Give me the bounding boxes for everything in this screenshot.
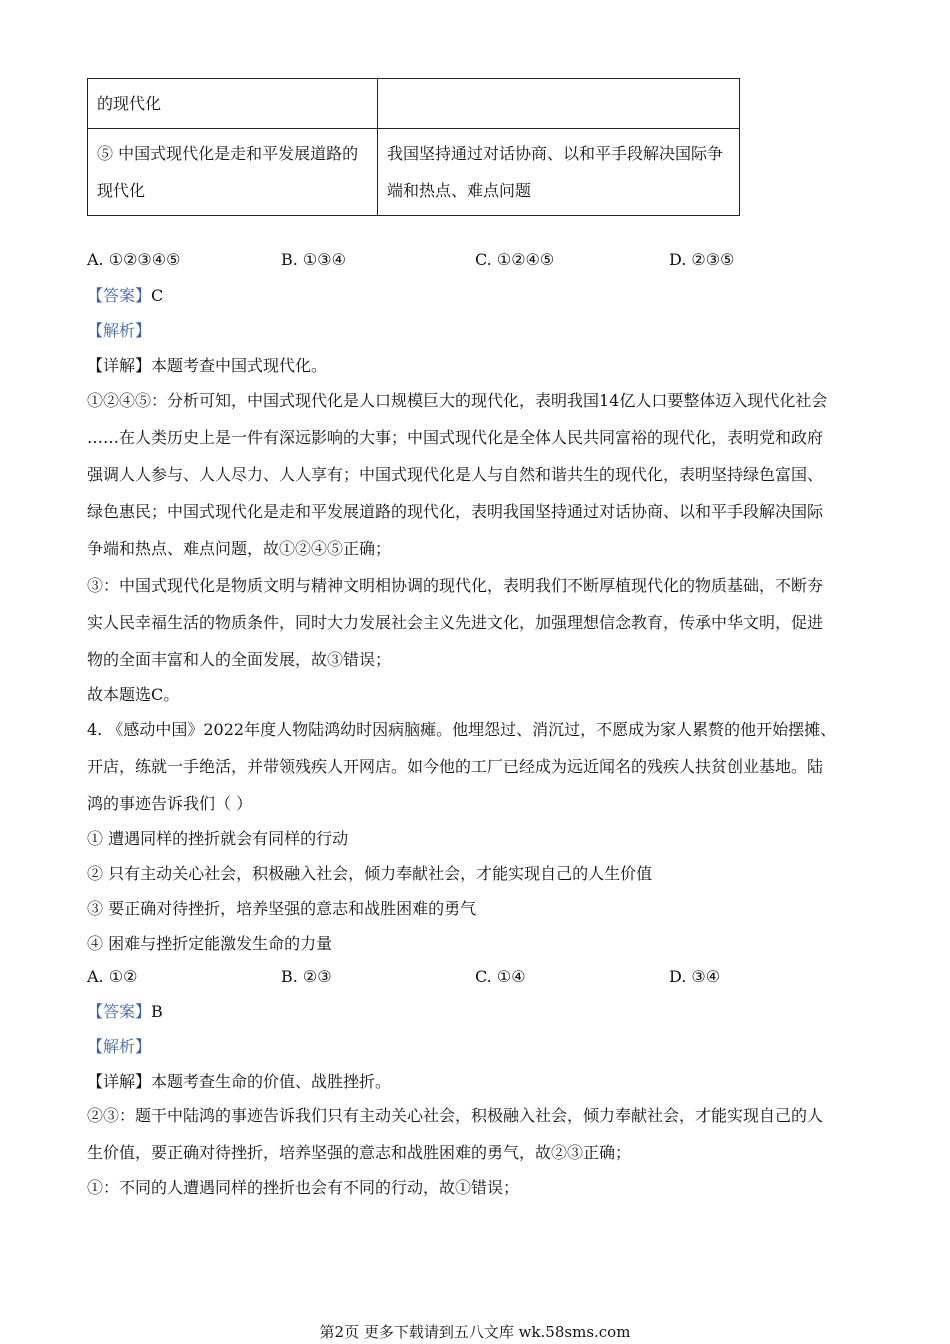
comparison-table: [87, 78, 740, 216]
q4-stem-line: 开店，练就一手绝活，并带领残疾人开网店。如今他的工厂已经成为远近闻名的残疾人扶贫创业基地。陆: [87, 757, 824, 776]
q3-explanation-line: 强调人人参与、人人尽力、人人享有；中国式现代化是人与自然和谐共生的现代化，表明坚持绿色富国、: [87, 465, 824, 484]
q4-item: ④ 困难与挫折定能激发生命的力量: [87, 934, 333, 953]
detail-tag: 【详解】: [87, 356, 152, 375]
q4-stem-line: 4. 《感动中国》2022年度人物陆鸿幼时因病脑瘫。他埋怨过、消沉过，不愿成为家人累赘的他开始摆摊、: [87, 720, 837, 739]
q4-item: ③ 要正确对待挫折，培养坚强的意志和战胜困难的勇气: [87, 899, 477, 918]
q4-detail: [87, 1071, 391, 1093]
table-cell: 我国坚持通过对话协商、以和平手段解决国际争端和热点、难点问题: [378, 129, 740, 216]
answer-tag: 【答案】: [87, 286, 152, 305]
q3-explanation-line: ③：中国式现代化是物质文明与精神文明相协调的现代化，表明我们不断厚植现代化的物质基础，不断夯: [87, 576, 824, 595]
q3-option-c: C. ①②④⑤: [475, 250, 555, 269]
table-cell: ⑤ 中国式现代化是走和平发展道路的现代化: [88, 129, 378, 216]
table-cell: [378, 79, 740, 129]
q4-explanation-line: 生价值，要正确对待挫折，培养坚强的意志和战胜困难的勇气，故②③正确；: [87, 1143, 632, 1162]
q3-option-d: D. ②③⑤: [669, 250, 735, 269]
detail-text: 本题考查生命的价值、战胜挫折。: [151, 1072, 392, 1091]
q3-explanation-line: 绿色惠民；中国式现代化是走和平发展道路的现代化，表明我国坚持通过对话协商、以和平手段解决国际: [87, 502, 824, 521]
q3-explanation-line: 争端和热点、难点问题，故①②④⑤正确；: [87, 539, 392, 558]
answer-value: C: [151, 286, 164, 305]
q3-option-a: A. ①②③④⑤: [87, 250, 181, 269]
table-row: [88, 129, 740, 216]
q4-analysis-tag: 【解析】: [87, 1037, 152, 1056]
q4-item: ② 只有主动关心社会，积极融入社会，倾力奉献社会，才能实现自己的人生价值: [87, 864, 653, 883]
q4-option-b: B. ②③: [281, 967, 332, 986]
page-footer: 第2页 更多下载请到五八文库 wk.58sms.com: [319, 1323, 631, 1341]
detail-text: 本题考查中国式现代化。: [151, 356, 328, 375]
q4-explanation-line: ①：不同的人遭遇同样的挫折也会有不同的行动，故①错误；: [87, 1178, 520, 1197]
q4-option-a: A. ①②: [87, 967, 138, 986]
q3-answer: [87, 285, 163, 307]
q3-explanation-line: 物的全面丰富和人的全面发展，故③错误；: [87, 650, 392, 669]
q3-detail: [87, 355, 327, 377]
q3-analysis-tag: 【解析】: [87, 321, 152, 340]
answer-tag: 【答案】: [87, 1002, 152, 1021]
table-row: [88, 79, 740, 129]
q3-explanation-line: 故本题选C。: [87, 685, 180, 704]
q4-explanation-line: ②③：题干中陆鸿的事迹告诉我们只有主动关心社会，积极融入社会，倾力奉献社会，才能实现自己的人: [87, 1106, 824, 1125]
answer-value: B: [151, 1002, 163, 1021]
table-cell: 的现代化: [88, 79, 378, 129]
q3-explanation-line: ①②④⑤：分析可知，中国式现代化是人口规模巨大的现代化，表明我国14亿人口要整体迈入现代化社会: [87, 391, 828, 410]
q4-option-d: D. ③④: [669, 967, 721, 986]
q4-stem-line: 鸿的事迹告诉我们（ ）: [87, 794, 253, 813]
q3-explanation-line: ……在人类历史上是一件有深远影响的大事；中国式现代化是全体人民共同富裕的现代化，表明党和政府: [87, 428, 824, 447]
q3-explanation-line: 实人民幸福生活的物质条件，同时大力发展社会主义先进文化，加强理想信念教育，传承中华文明，促进: [87, 613, 824, 632]
q4-answer: [87, 1001, 163, 1023]
q4-item: ① 遭遇同样的挫折就会有同样的行动: [87, 829, 349, 848]
q3-option-b: B. ①③④: [281, 250, 346, 269]
detail-tag: 【详解】: [87, 1072, 152, 1091]
q4-option-c: C. ①④: [475, 967, 526, 986]
